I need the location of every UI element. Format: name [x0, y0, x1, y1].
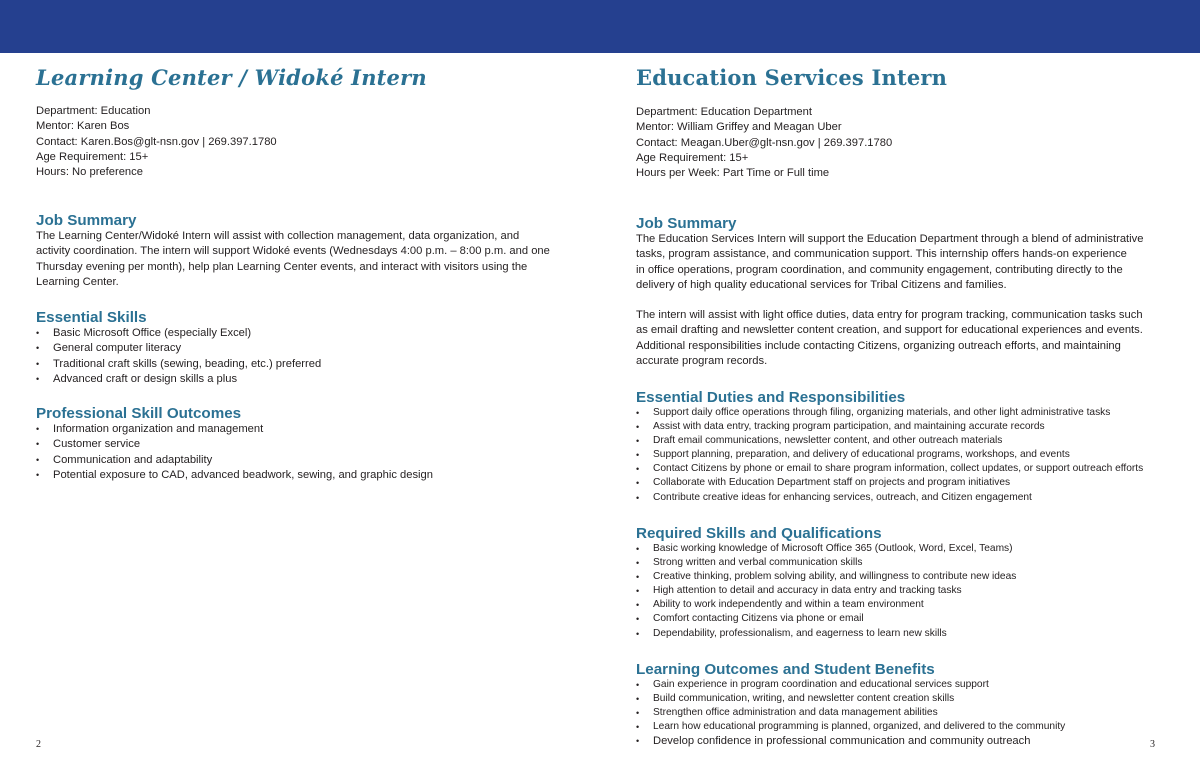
- text-line: Learning Center.: [36, 275, 119, 288]
- text-line: The intern will assist with light office duties, data entry for program tracking, communication tasks such: [636, 309, 1143, 322]
- left-job-summary-section: [36, 212, 576, 290]
- job-summary-text: [36, 229, 576, 290]
- list-item: • Advanced craft or design skills a plus: [36, 372, 576, 387]
- list-item: • Creative thinking, problem solving ability, and willingness to contribute new ideas: [636, 570, 1176, 584]
- contact-line: Contact: Karen.Bos@glt-nsn.gov | 269.397.1780: [36, 135, 277, 148]
- skill-outcomes-section: [36, 405, 576, 483]
- list-item: • Contact Citizens by phone or email to share program information, collect updates, or support outreach efforts: [636, 462, 1176, 476]
- list-item: • Dependability, professionalism, and eagerness to learn new skills: [636, 627, 1176, 641]
- text-line: delivery of high quality educational services for Tribal Citizens and families.: [636, 278, 1007, 291]
- page-number-left: 2: [36, 739, 41, 750]
- duties-list: [636, 406, 1176, 505]
- text-line: in office operations, program coordination, and community engagement, contributing directly to the: [636, 263, 1123, 276]
- list-item: • Gain experience in program coordination and educational services support: [636, 678, 1176, 692]
- list-item: • General computer literacy: [36, 341, 576, 356]
- list-item: • Strengthen office administration and data management abilities: [636, 706, 1176, 720]
- text-line: accurate program records.: [636, 355, 768, 368]
- age-requirement-line: Age Requirement: 15+: [36, 150, 149, 163]
- list-item: • Comfort contacting Citizens via phone or email: [636, 612, 1176, 626]
- list-item: • High attention to detail and accuracy in data entry and tracking tasks: [636, 584, 1176, 598]
- section-heading: Essential Duties and Responsibilities: [636, 389, 906, 406]
- list-item: • Collaborate with Education Department staff on projects and program initiatives: [636, 476, 1176, 490]
- left-page: [36, 53, 576, 776]
- duties-section: [636, 389, 1176, 505]
- list-item: • Information organization and management: [36, 422, 576, 437]
- benefits-section: [636, 661, 1176, 750]
- essential-skills-list: [36, 326, 576, 387]
- section-heading: Required Skills and Qualifications: [636, 525, 882, 542]
- right-page-title: Education Services Intern: [636, 65, 948, 90]
- list-item: • Support planning, preparation, and delivery of educational programs, workshops, and events: [636, 448, 1176, 462]
- list-item: • Develop confidence in professional communication and community outreach: [636, 734, 1176, 749]
- list-item: • Traditional craft skills (sewing, beading, etc.) preferred: [36, 357, 576, 372]
- text-line: Thursday evening per month), help plan Learning Center events, and interact with visitors using the: [36, 260, 528, 273]
- department-line: Department: Education Department: [636, 106, 812, 118]
- list-item: • Customer service: [36, 437, 576, 452]
- contact-line: Contact: Meagan.Uber@glt-nsn.gov | 269.397.1780: [636, 136, 893, 149]
- list-item: • Assist with data entry, tracking program participation, and maintaining accurate records: [636, 420, 1176, 434]
- hours-line: Hours: No preference: [36, 166, 143, 179]
- age-requirement-line: Age Requirement: 15+: [636, 151, 749, 164]
- right-position-details: [636, 105, 892, 181]
- skill-outcomes-list: [36, 422, 576, 483]
- list-item: • Basic working knowledge of Microsoft Office 365 (Outlook, Word, Excel, Teams): [636, 542, 1176, 556]
- job-summary-paragraph: [636, 232, 1176, 293]
- left-page-title: Learning Center / Widoké Intern: [36, 65, 427, 90]
- list-item: • Communication and adaptability: [36, 453, 576, 468]
- section-heading: Job Summary: [636, 215, 737, 232]
- text-line: The Learning Center/Widoké Intern will assist with collection management, data organization, and: [36, 230, 520, 242]
- mentor-line: Mentor: William Griffey and Meagan Uber: [636, 121, 842, 134]
- section-heading: Learning Outcomes and Student Benefits: [636, 661, 935, 678]
- section-heading: Professional Skill Outcomes: [36, 405, 242, 422]
- section-heading: Essential Skills: [36, 309, 147, 326]
- essential-skills-section: [36, 309, 576, 387]
- list-item: • Strong written and verbal communication skills: [636, 556, 1176, 570]
- benefits-list: [636, 678, 1176, 750]
- text-line: activity coordination. The intern will support Widoké events (Wednesdays 4:00 p.m. – 8:00 p.m. and one: [36, 245, 550, 258]
- mentor-line: Mentor: Karen Bos: [36, 120, 130, 133]
- list-item: • Build communication, writing, and newsletter content creation skills: [636, 692, 1176, 706]
- list-item: • Contribute creative ideas for enhancing services, outreach, and Citizen engagement: [636, 491, 1176, 505]
- list-item: • Learn how educational programming is planned, organized, and delivered to the community: [636, 720, 1176, 734]
- list-item: • Potential exposure to CAD, advanced beadwork, sewing, and graphic design: [36, 468, 576, 483]
- list-item: • Support daily office operations through filing, organizing materials, and other light administrative tasks: [636, 406, 1176, 420]
- list-item: • Ability to work independently and within a team environment: [636, 598, 1176, 612]
- header-band: [0, 0, 1200, 53]
- right-job-summary-section: [636, 215, 1176, 369]
- text-line: as email drafting and newsletter content creation, and support for educational experiences and events.: [636, 324, 1143, 337]
- text-line: The Education Services Intern will support the Education Department through a blend of administrative: [636, 233, 1144, 245]
- department-line: Department: Education: [36, 105, 151, 117]
- job-summary-paragraph: [636, 308, 1176, 369]
- section-heading: Job Summary: [36, 212, 137, 229]
- right-page: [636, 53, 1176, 776]
- hours-line: Hours per Week: Part Time or Full time: [636, 167, 830, 180]
- list-item: • Draft email communications, newsletter content, and other outreach materials: [636, 434, 1176, 448]
- page-number-right: 3: [1150, 739, 1155, 750]
- qualifications-section: [636, 525, 1176, 641]
- text-line: Additional responsibilities include contacting Citizens, organizing outreach efforts, and maintaining: [636, 339, 1121, 352]
- text-line: tasks, program assistance, and communication support. This internship offers hands-on experience: [636, 248, 1127, 261]
- left-position-details: [36, 104, 277, 180]
- list-item: • Basic Microsoft Office (especially Excel): [36, 326, 576, 341]
- qualifications-list: [636, 542, 1176, 641]
